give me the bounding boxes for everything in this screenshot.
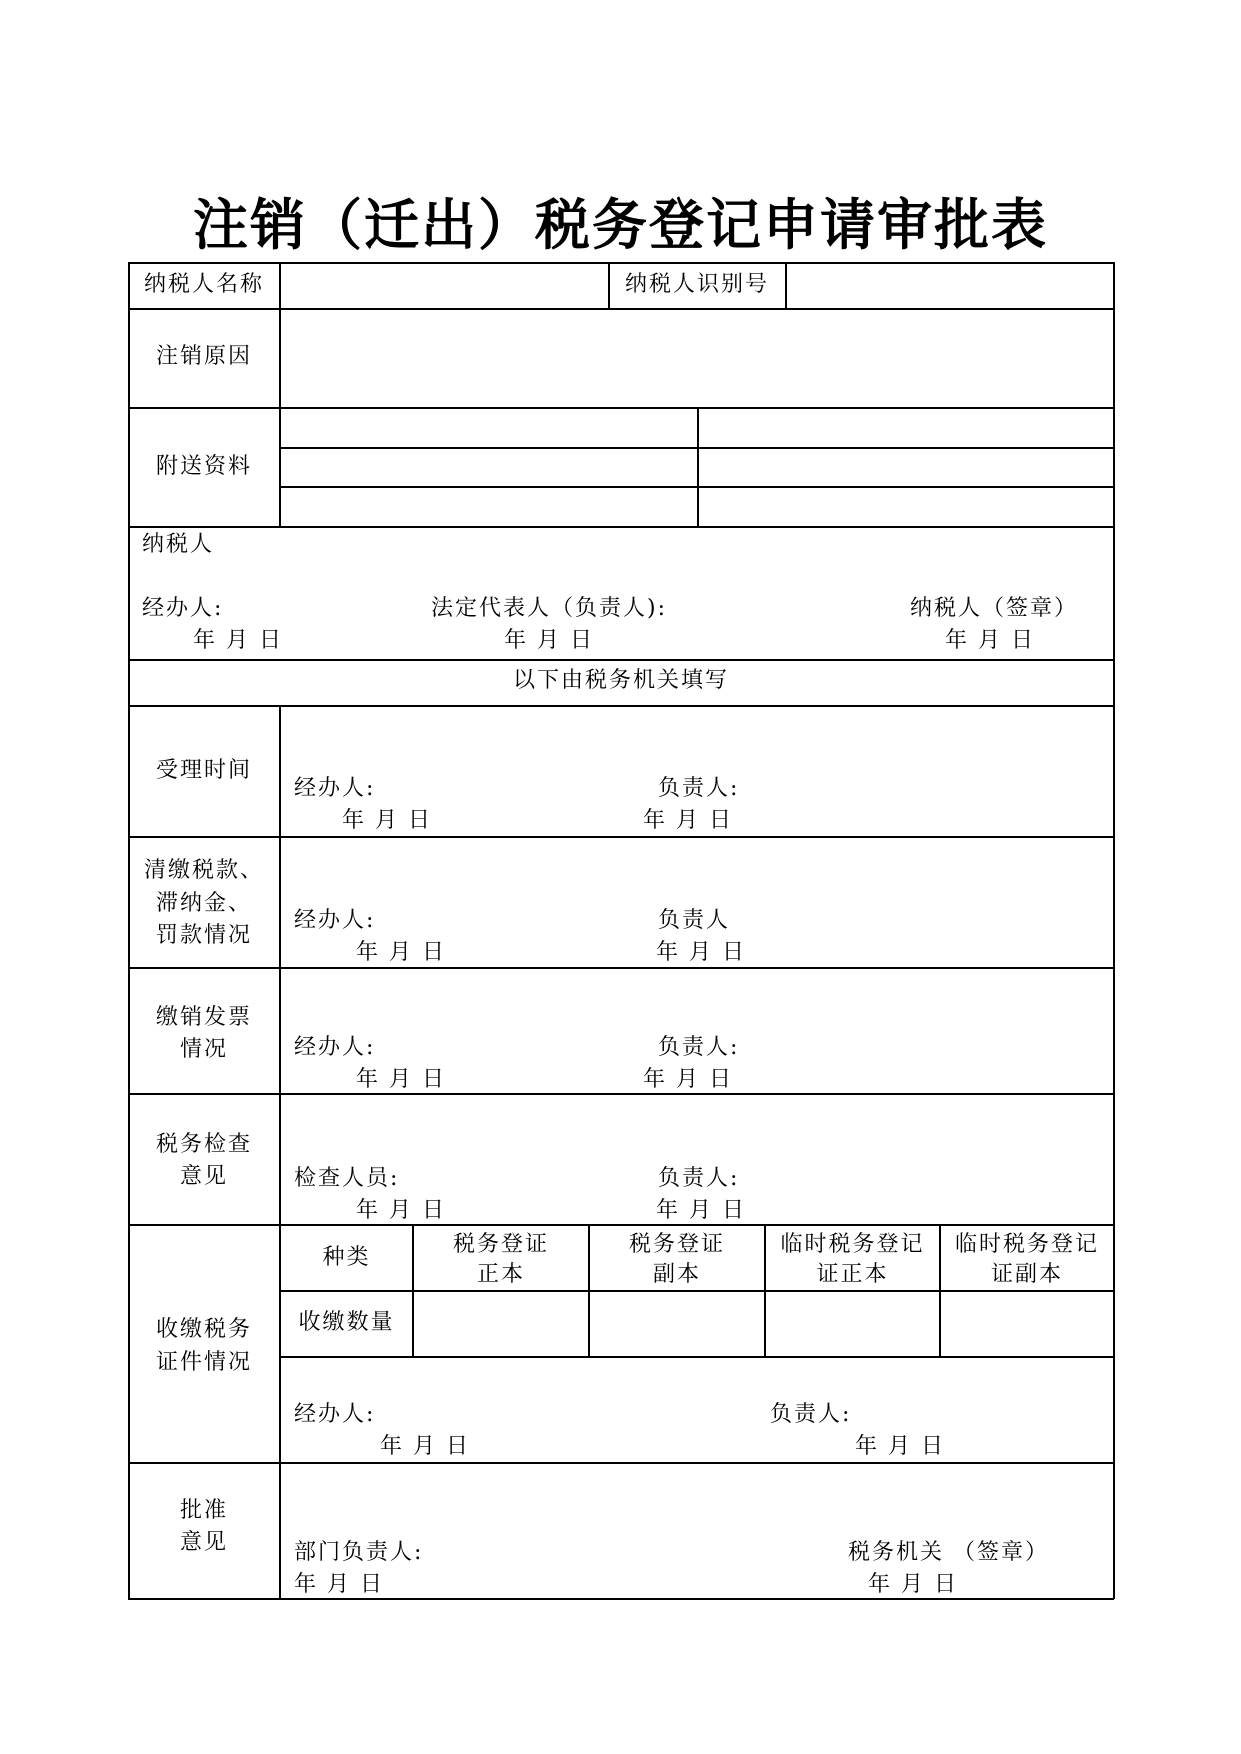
cert-col-header: 证副本 — [990, 1262, 1063, 1287]
date-text: 年 月 日 — [193, 628, 283, 653]
cert-kind-header: 种类 — [322, 1245, 371, 1270]
cert-col-header: 临时税务登记 — [780, 1232, 925, 1257]
responsible-label: 负责人 — [658, 908, 731, 933]
attachments-label: 附送资料 — [155, 454, 252, 479]
border-bottom — [128, 1598, 1114, 1600]
certificates-label: 证件情况 — [155, 1350, 252, 1375]
dept-head-label: 部门负责人: — [294, 1540, 424, 1565]
col-line — [697, 407, 699, 526]
date-text: 年 月 日 — [868, 1572, 958, 1597]
inspection-opinion-label: 税务检查 — [155, 1132, 252, 1157]
handler-label: 经办人: — [294, 776, 376, 801]
cert-col-header: 临时税务登记 — [954, 1232, 1099, 1257]
row-line — [128, 659, 1114, 661]
tax-office-seal-label: 税务机关 （签章） — [848, 1540, 1049, 1565]
cert-col-header: 副本 — [652, 1262, 701, 1287]
row-line — [280, 1356, 1114, 1358]
date-text: 年 月 日 — [342, 808, 432, 833]
taxpayer-seal-label: 纳税人（签章） — [910, 596, 1079, 621]
date-text: 年 月 日 — [504, 628, 594, 653]
date-text: 年 月 日 — [945, 628, 1035, 653]
tax-office-fill-label: 以下由税务机关填写 — [512, 668, 729, 693]
form-title: 注销（迁出）税务登记申请审批表 — [192, 193, 1048, 257]
inspector-label: 检查人员: — [294, 1166, 400, 1191]
date-text: 年 月 日 — [656, 940, 746, 965]
row-line — [128, 705, 1114, 707]
acceptance-time-label: 受理时间 — [155, 758, 252, 783]
approval-form-table — [128, 262, 1114, 1599]
invoice-cancel-label: 情况 — [179, 1037, 228, 1062]
date-text: 年 月 日 — [380, 1434, 470, 1459]
tax-clearance-label: 罚款情况 — [155, 923, 252, 948]
date-text: 年 月 日 — [356, 940, 446, 965]
border-right — [1113, 262, 1115, 1599]
cert-col-header: 正本 — [476, 1262, 525, 1287]
row-line — [128, 1462, 1114, 1464]
taxpayer-name-label: 纳税人名称 — [143, 272, 264, 297]
tax-clearance-label: 滞纳金、 — [155, 891, 252, 916]
col-line — [785, 262, 787, 308]
cert-quantity-label: 收缴数量 — [298, 1310, 395, 1335]
responsible-label: 负责人: — [658, 776, 740, 801]
row-line — [128, 967, 1114, 969]
date-text: 年 月 日 — [294, 1572, 384, 1597]
responsible-label: 负责人: — [658, 1166, 740, 1191]
row-line — [128, 407, 1114, 409]
invoice-cancel-label: 缴销发票 — [155, 1005, 252, 1030]
responsible-label: 负责人: — [770, 1402, 852, 1427]
date-text: 年 月 日 — [356, 1198, 446, 1223]
legal-rep-label: 法定代表人（负责人): — [431, 596, 667, 621]
row-line — [128, 836, 1114, 838]
tax-clearance-label: 清缴税款、 — [143, 858, 264, 883]
approval-opinion-label: 批准 — [179, 1498, 228, 1523]
handler-label: 经办人: — [142, 596, 224, 621]
cancel-reason-label: 注销原因 — [155, 344, 252, 369]
cert-col-header: 税务登证 — [452, 1232, 549, 1257]
inspection-opinion-label: 意见 — [179, 1164, 228, 1189]
col-line — [279, 262, 281, 526]
row-line — [128, 308, 1114, 310]
row-line — [280, 1290, 1114, 1292]
responsible-label: 负责人: — [658, 1035, 740, 1060]
cert-col-header: 税务登证 — [628, 1232, 725, 1257]
handler-label: 经办人: — [294, 1035, 376, 1060]
cert-col-header: 证正本 — [816, 1262, 889, 1287]
certificates-label: 收缴税务 — [155, 1317, 252, 1342]
row-line — [128, 1093, 1114, 1095]
date-text: 年 月 日 — [855, 1434, 945, 1459]
handler-label: 经办人: — [294, 908, 376, 933]
date-text: 年 月 日 — [643, 808, 733, 833]
row-line — [128, 526, 1114, 528]
handler-label: 经办人: — [294, 1402, 376, 1427]
row-line — [128, 1224, 1114, 1226]
date-text: 年 月 日 — [643, 1067, 733, 1092]
taxpayer-section-label: 纳税人 — [142, 532, 215, 557]
taxpayer-id-label: 纳税人识别号 — [624, 272, 769, 297]
approval-opinion-label: 意见 — [179, 1530, 228, 1555]
border-top — [128, 262, 1114, 264]
date-text: 年 月 日 — [356, 1067, 446, 1092]
date-text: 年 月 日 — [656, 1198, 746, 1223]
